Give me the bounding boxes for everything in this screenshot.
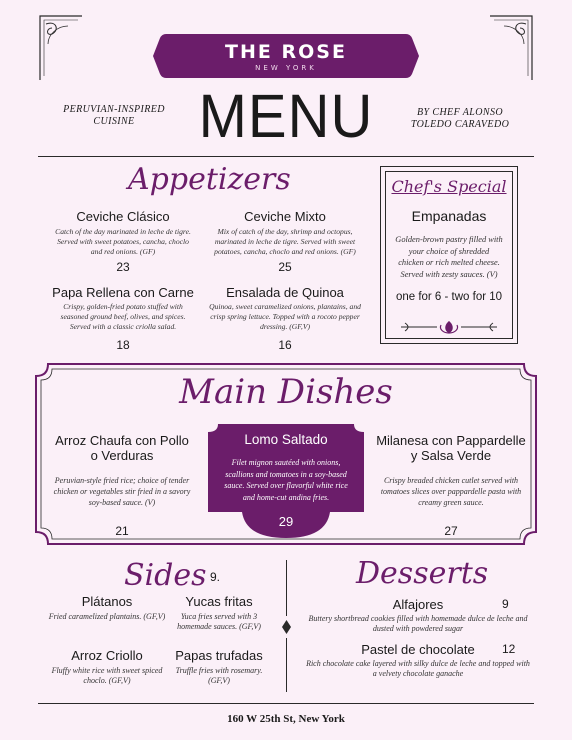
chefs-special-box bbox=[380, 166, 518, 344]
appetizers-heading: Appetizers bbox=[128, 162, 291, 197]
desserts-heading: Desserts bbox=[356, 556, 489, 591]
restaurant-logo bbox=[152, 33, 420, 79]
special-item-name: Empanadas bbox=[411, 208, 487, 224]
item-description: Yuca fries served with 3 homemade sauces. (GF,V) bbox=[177, 612, 261, 631]
item-description: Crispy, golden-fried potato stuffed with seasoned ground beef, olives, and spices. Served with a classic criolla salad. bbox=[60, 302, 186, 331]
lotus-ornament-icon bbox=[399, 319, 499, 335]
item-description: Peruvian-style fried rice; choice of tender chicken or vegetables stir fried in a savory soy-based sauce. (V) bbox=[53, 476, 191, 507]
special-heading: Chef's Special bbox=[391, 177, 507, 196]
item-name: Papa Rellena con Carne bbox=[52, 285, 194, 300]
header-divider bbox=[38, 156, 534, 157]
item-description: Truffle fries with rosemary. (GF,V) bbox=[175, 666, 263, 685]
item-name: Milanesa con Pappardelle y Salsa Verde bbox=[376, 433, 526, 463]
item-description: Filet mignon sautéed with onions, scallions and tomatoes in a soy-based sauce. Served over flavorful white rice and home-cut andina fries. bbox=[224, 458, 348, 502]
item-name: Arroz Chaufa con Pollo o Verduras bbox=[55, 433, 189, 463]
item-description: Fried caramelized plantains. (GF,V) bbox=[48, 612, 166, 621]
item-description: Mix of catch of the day, shrimp and octopus, marinated in leche de tigre. Served with sweet potatoes, cancha, choclo and red onions. (GF) bbox=[214, 227, 356, 256]
item-name: Ceviche Mixto bbox=[244, 209, 326, 224]
item-name: Arroz Criollo bbox=[71, 648, 143, 663]
item-price: 23 bbox=[116, 260, 130, 274]
menu-item bbox=[306, 642, 530, 679]
item-name: Yucas fritas bbox=[185, 594, 253, 609]
item-name: Ensalada de Quinoa bbox=[226, 285, 344, 300]
main-dishes-heading: Main Dishes bbox=[179, 372, 393, 412]
item-name: Papas trufadas bbox=[175, 648, 263, 663]
item-name: Ceviche Clásico bbox=[76, 209, 170, 224]
item-name: Plátanos bbox=[81, 594, 133, 609]
restaurant-name: THE ROSE bbox=[225, 41, 347, 63]
sides-heading: Sides bbox=[124, 558, 207, 593]
item-description: Quinoa, sweet caramelized onions, plantains, and crisp spring lettuce. Topped with a rocoto pepper dressing. (GF,V) bbox=[209, 302, 361, 331]
footer-divider bbox=[38, 703, 534, 704]
menu-item bbox=[168, 648, 270, 686]
chef-tagline: BY CHEF ALONSO TOLEDO CARAVEDO bbox=[410, 107, 510, 130]
featured-dish-panel bbox=[208, 424, 364, 538]
item-price: 21 bbox=[115, 524, 129, 538]
special-description: Golden-brown pastry filled with your choice of shredded chicken or rich melted cheese. Served with zesty sauces. (V) bbox=[395, 235, 503, 279]
item-description: Buttery shortbread cookies filled with homemade dulce de leche and dusted with powdered sugar bbox=[308, 614, 528, 633]
menu-item bbox=[52, 285, 194, 352]
item-price: 29 bbox=[278, 514, 294, 529]
menu-item bbox=[52, 433, 192, 538]
restaurant-address: 160 W 25th St, New York bbox=[227, 713, 345, 725]
item-name: Alfajores bbox=[392, 597, 444, 612]
restaurant-location: NEW YORK bbox=[255, 64, 317, 72]
menu-item bbox=[48, 648, 166, 686]
menu-item bbox=[202, 285, 368, 352]
menu-item bbox=[306, 597, 530, 634]
item-price: 16 bbox=[278, 338, 292, 352]
menu-item bbox=[374, 433, 528, 538]
cuisine-tagline: PERUVIAN-INSPIRED CUISINE bbox=[63, 104, 165, 127]
menu-item bbox=[48, 594, 166, 622]
item-price: 12 bbox=[502, 642, 516, 656]
column-divider bbox=[286, 638, 287, 692]
item-description: Rich chocolate cake layered with silky dulce de leche and topped with a velvety chocolate ganache bbox=[306, 659, 530, 678]
corner-ornament-icon bbox=[38, 14, 84, 82]
diamond-ornament-icon bbox=[282, 620, 291, 634]
item-price: 18 bbox=[116, 338, 130, 352]
item-description: Crispy breaded chicken cutlet served with tomatoes slices over pappardelle pasta with creamy green sauce. bbox=[380, 476, 522, 507]
menu-item bbox=[52, 209, 194, 274]
page-title: MENU bbox=[198, 82, 374, 151]
corner-ornament-icon bbox=[488, 14, 534, 82]
item-price: 25 bbox=[278, 260, 292, 274]
menu-item bbox=[168, 594, 270, 632]
item-name: Pastel de chocolate bbox=[361, 642, 475, 657]
item-description: Catch of the day marinated in leche de tigre. Served with sweet potatoes, cancha, choclo and red onions. (GF) bbox=[55, 227, 191, 256]
item-description: Fluffy white rice with sweet spiced choclo. (GF,V) bbox=[51, 666, 163, 685]
menu-item bbox=[202, 209, 368, 274]
item-name: Lomo Saltado bbox=[244, 432, 328, 447]
sides-price: 9. bbox=[210, 570, 221, 584]
item-price: 9 bbox=[502, 597, 509, 611]
item-price: 27 bbox=[444, 524, 458, 538]
column-divider bbox=[286, 560, 287, 616]
special-price: one for 6 - two for 10 bbox=[395, 291, 503, 303]
